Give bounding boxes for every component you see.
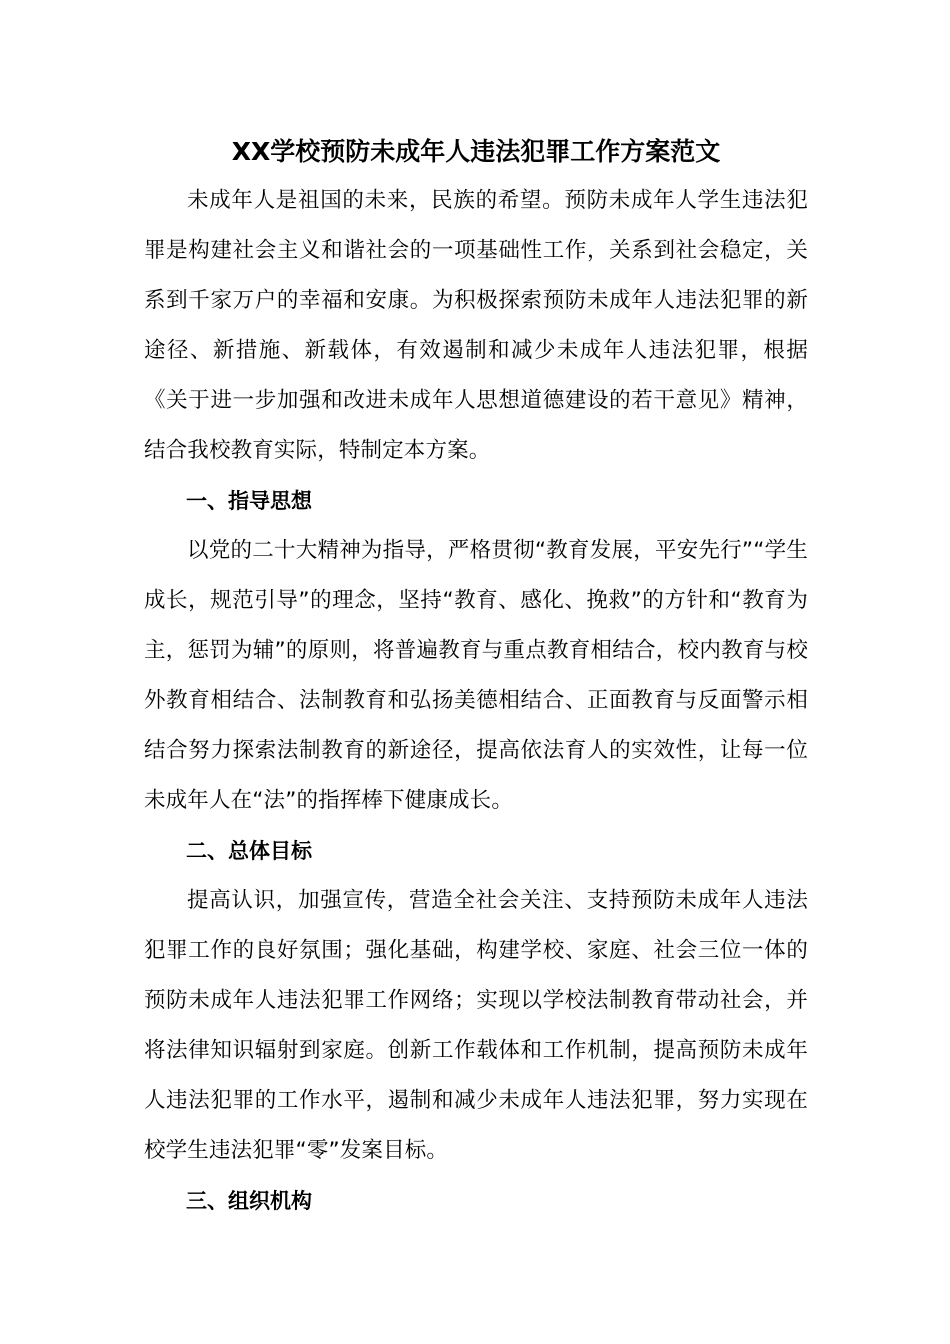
section-heading-guiding-ideology: 一、指导思想 [186,489,312,513]
section-body-overall-goal: 提高认识，加强宣传，营造全社会关注、支持预防未成年人违法犯罪工作的良好氛围；强化基础，构建学校、家庭、社会三位一体的预防未成年人违法犯罪工作网络；实现以学校法制教育带动社会，并将法律知识辐射到家庭。创新工作载体和工作机制，提高预防未成年人违法犯罪的工作水平，遏制和减少未成年人违法犯罪，努力实现在校学生违法犯罪“零”发案目标。 [144,888,808,1163]
document-title: XX学校预防未成年人违法犯罪工作方案范文 [231,137,721,166]
section-body-guiding-ideology: 以党的二十大精神为指导，严格贯彻“教育发展，平安先行”“学生成长，规范引导”的理念，坚持“教育、感化、挽救”的方针和“教育为主，惩罚为辅”的原则，将普遍教育与重点教育相结合，校内教育与校外教育相结合、法制教育和弘扬美德相结合、正面教育与反面警示相结合努力探索法制教育的新途径，提高依法育人的实效性，让每一位未成年人在“法”的指挥棒下健康成长。 [144,538,808,813]
intro-paragraph: 未成年人是祖国的未来，民族的希望。预防未成年人学生违法犯罪是构建社会主义和谐社会的一项基础性工作，关系到社会稳定，关系到千家万户的幸福和安康。为积极探索预防未成年人违法犯罪的新途径、新措施、新载体，有效遏制和减少未成年人违法犯罪，根据《关于进一步加强和改进未成年人思想道德建设的若干意见》精神，结合我校教育实际，特制定本方案。 [144,188,808,463]
section-heading-organization: 三、组织机构 [186,1189,312,1213]
section-heading-overall-goal: 二、总体目标 [186,839,312,863]
document-content [144,128,808,1226]
